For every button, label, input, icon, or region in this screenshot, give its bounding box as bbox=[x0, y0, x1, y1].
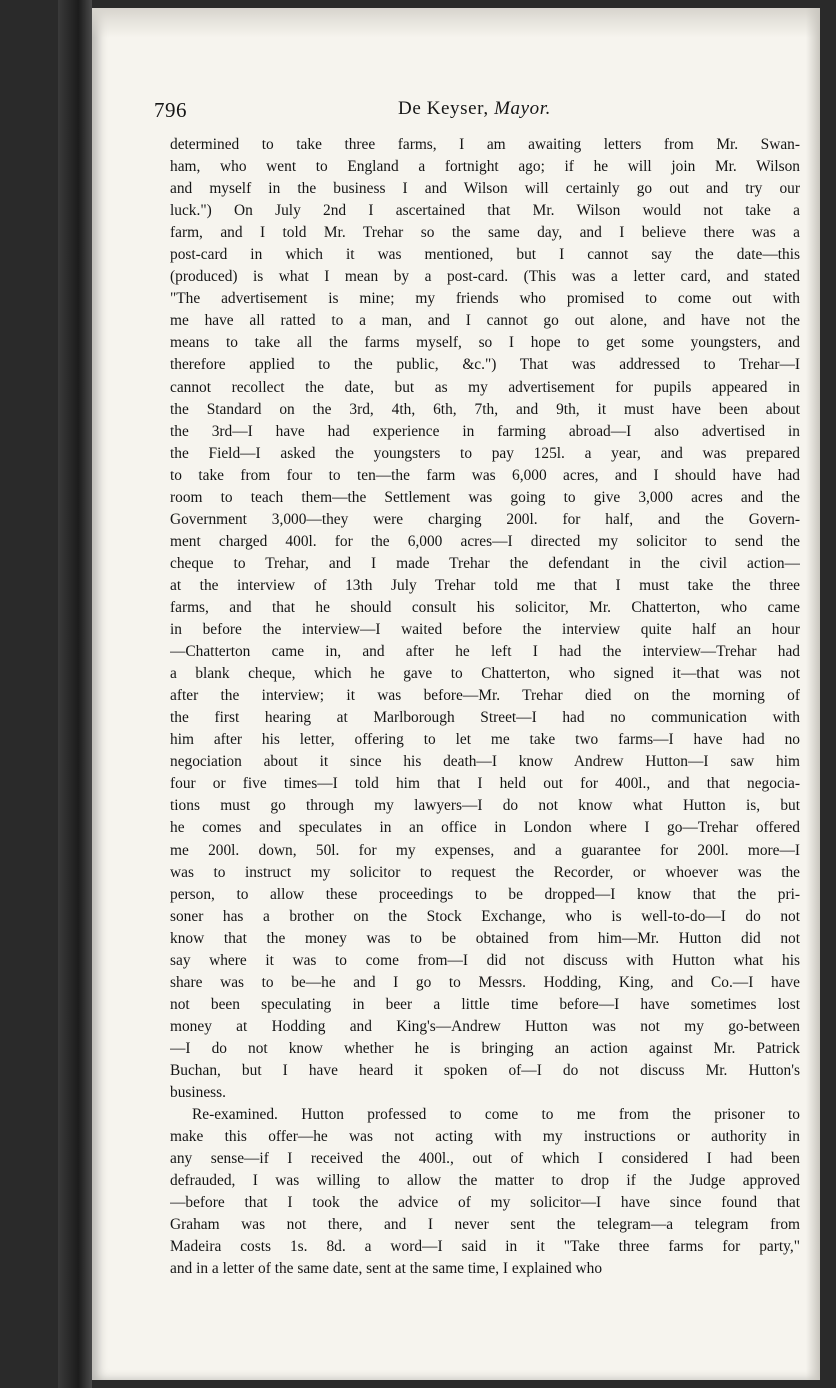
text-line: defrauded, I was willing to allow the matter to drop if the Judge approved bbox=[170, 1172, 800, 1190]
text-line: Buchan, but I have heard it spoken of—I do not discuss Mr. Hutton's bbox=[170, 1061, 800, 1079]
book-spine-shadow bbox=[58, 0, 92, 1388]
text-line: me have all ratted to a man, and I cannot go out alone, and have not the bbox=[170, 312, 800, 330]
running-head bbox=[398, 98, 551, 120]
text-line: —before that I took the advice of my solicitor—I have since found that bbox=[170, 1194, 800, 1212]
text-line: person, to allow these proceedings to be dropped—I know that the pri- bbox=[170, 885, 800, 903]
text-line: me 200l. down, 50l. for my expenses, and a guarantee for 200l. more—I bbox=[170, 841, 800, 859]
text-line: Madeira costs 1s. 8d. a word—I said in it "Take three farms for party," bbox=[170, 1238, 800, 1256]
body-text bbox=[170, 134, 800, 1280]
text-line: determined to take three farms, I am awaiting letters from Mr. Swan- bbox=[170, 136, 800, 153]
text-line: cannot recollect the date, but as my advertisement for pupils appeared in bbox=[170, 378, 800, 396]
text-line: at the interview of 13th July Trehar told me that I must take the three bbox=[170, 576, 800, 594]
text-line: ham, who went to England a fortnight ago; if he will join Mr. Wilson bbox=[170, 158, 800, 176]
text-line: negociation about it since his death—I know Andrew Hutton—I saw him bbox=[170, 753, 800, 771]
text-line: and in a letter of the same date, sent at the same time, I explained who bbox=[170, 1260, 603, 1278]
book-page bbox=[92, 8, 820, 1380]
text-line: him after his letter, offering to let me take two farms—I have had no bbox=[170, 731, 800, 749]
text-line: Government 3,000—they were charging 200l. for half, and the Govern- bbox=[170, 510, 800, 528]
text-line: —Chatterton came in, and after he left I had the interview—Trehar had bbox=[170, 643, 800, 661]
text-line: farms, and that he should consult his solicitor, Mr. Chatterton, who came bbox=[170, 598, 800, 616]
text-line: make this offer—he was not acting with my instructions or authority in bbox=[170, 1128, 800, 1146]
text-line: therefore applied to the public, &c.") That was addressed to Trehar—I bbox=[170, 356, 800, 374]
running-head-name: De Keyser, bbox=[398, 98, 489, 119]
text-line: four or five times—I told him that I held out for 400l., and that negocia- bbox=[170, 775, 800, 793]
text-line: and myself in the business I and Wilson will certainly go out and try our bbox=[170, 180, 800, 198]
text-line: Re-examined. Hutton professed to come to me from the prisoner to bbox=[192, 1106, 800, 1124]
text-line: he comes and speculates in an office in London where I go—Trehar offered bbox=[170, 819, 800, 837]
text-line: means to take all the farms myself, so I hope to get some youngsters, and bbox=[170, 334, 800, 352]
text-line: the 3rd—I have had experience in farming abroad—I also advertised in bbox=[170, 422, 800, 440]
page-top-shadow bbox=[92, 8, 820, 38]
text-line: soner has a brother on the Stock Exchange, who is well-to-do—I do not bbox=[170, 907, 800, 925]
page-edge-shadow bbox=[806, 8, 820, 1380]
text-line: any sense—if I received the 400l., out of which I considered I had been bbox=[170, 1150, 800, 1168]
text-line: not been speculating in beer a little time before—I have sometimes lost bbox=[170, 995, 800, 1013]
text-line: to take from four to ten—the farm was 6,000 acres, and I should have had bbox=[170, 466, 800, 484]
text-line: tions must go through my lawyers—I do not know what Hutton is, but bbox=[170, 797, 800, 815]
page-number: 796 bbox=[154, 98, 187, 122]
text-line: in before the interview—I waited before the interview quite half an hour bbox=[170, 621, 800, 639]
text-line: a blank cheque, which he gave to Chatterton, who signed it—that was not bbox=[170, 665, 800, 683]
text-line: the Field—I asked the youngsters to pay 125l. a year, and was prepared bbox=[170, 444, 800, 462]
running-head-title: Mayor. bbox=[494, 98, 551, 119]
text-line: was to instruct my solicitor to request the Recorder, or whoever was the bbox=[170, 863, 800, 881]
text-line: luck.") On July 2nd I ascertained that Mr. Wilson would not take a bbox=[170, 202, 800, 220]
text-line: the first hearing at Marlborough Street—I had no communication with bbox=[170, 709, 800, 727]
text-line: —I do not know whether he is bringing an action against Mr. Patrick bbox=[170, 1039, 800, 1057]
text-line: (produced) is what I mean by a post-card. (This was a letter card, and stated bbox=[170, 268, 800, 286]
text-line: Graham was not there, and I never sent the telegram—a telegram from bbox=[170, 1216, 800, 1234]
text-line: room to teach them—the Settlement was going to give 3,000 acres and the bbox=[170, 488, 800, 506]
text-line: ment charged 400l. for the 6,000 acres—I directed my solicitor to send the bbox=[170, 532, 800, 550]
text-line: know that the money was to be obtained from him—Mr. Hutton did not bbox=[170, 929, 800, 947]
text-line: after the interview; it was before—Mr. Trehar died on the morning of bbox=[170, 687, 800, 705]
text-line: business. bbox=[170, 1084, 227, 1102]
text-line: "The advertisement is mine; my friends who promised to come out with bbox=[170, 290, 800, 308]
text-line: cheque to Trehar, and I made Trehar the defendant in the civil action— bbox=[170, 554, 800, 572]
text-line: farm, and I told Mr. Trehar so the same day, and I believe there was a bbox=[170, 224, 800, 242]
text-line: post-card in which it was mentioned, but I cannot say the date—this bbox=[170, 246, 800, 264]
text-line: the Standard on the 3rd, 4th, 6th, 7th, and 9th, it must have been about bbox=[170, 400, 800, 418]
text-line: say where it was to come from—I did not discuss with Hutton what his bbox=[170, 951, 800, 969]
page-header bbox=[154, 98, 804, 126]
text-line: money at Hodding and King's—Andrew Hutton was not my go-between bbox=[170, 1017, 800, 1035]
text-line: share was to be—he and I go to Messrs. Hodding, King, and Co.—I have bbox=[170, 973, 800, 991]
